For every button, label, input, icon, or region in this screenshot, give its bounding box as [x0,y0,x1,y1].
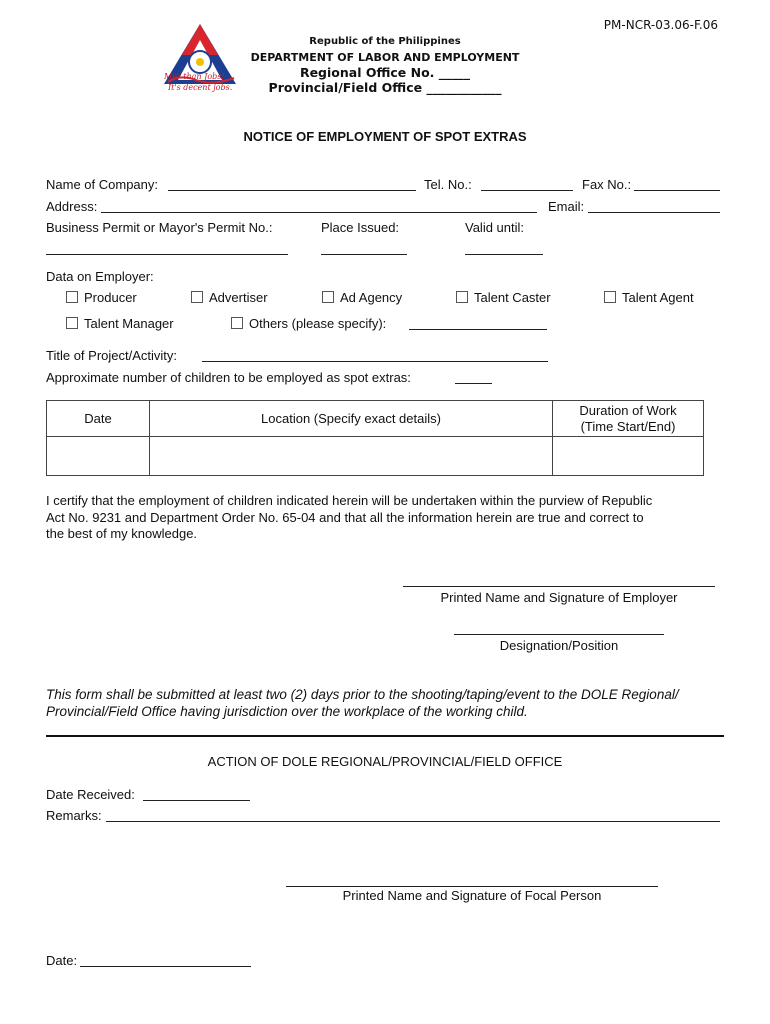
checkbox-talent-caster[interactable] [456,291,468,303]
address-label: Address: [46,199,98,214]
email-label: Email: [548,199,585,214]
option-talent-agent[interactable]: Talent Agent [604,290,694,305]
focal-signature-label: Printed Name and Signature of Focal Person [342,888,602,903]
place-issued-field[interactable] [321,254,407,255]
checkbox-producer[interactable] [66,291,78,303]
company-field[interactable] [168,190,416,191]
note-line-2: Provincial/Field Office having jurisdiction over the workplace of the working child. [46,704,528,719]
header-regional-office: Regional Office No. _____ [299,65,471,80]
note-line-1: This form shall be submitted at least two (2) days prior to the shooting/taping/event to the DOLE Regional/ [46,687,679,702]
employer-signature-line[interactable] [403,586,715,587]
option-ad-agency[interactable]: Ad Agency [322,290,402,305]
project-title-field[interactable] [202,361,548,362]
tel-field[interactable] [481,190,573,191]
logo-tagline-2: It's decent jobs. [168,83,233,92]
date-received-field[interactable] [143,800,250,801]
cell-duration[interactable] [553,437,704,476]
address-field[interactable] [101,212,537,213]
col-duration-header: Duration of Work (Time Start/End) [553,401,704,437]
header-provincial-office: Provincial/Field Office ____________ [268,80,502,95]
permit-label: Business Permit or Mayor's Permit No.: [46,220,273,235]
header-republic: Republic of the Philippines [309,36,461,47]
permit-field[interactable] [46,254,288,255]
children-count-field[interactable] [455,383,492,384]
certification-line-1: I certify that the employment of children indicated herein will be undertaken within the purview of Republic [46,493,653,508]
children-count-label: Approximate number of children to be employed as spot extras: [46,370,411,385]
certification-line-2: Act No. 9231 and Department Order No. 65-04 and that all the information herein are true and correct to [46,510,644,525]
cell-date[interactable] [47,437,150,476]
col-location-header: Location (Specify exact details) [150,401,553,437]
fax-field[interactable] [634,190,720,191]
place-issued-label: Place Issued: [321,220,400,235]
action-title: ACTION OF DOLE REGIONAL/PROVINCIAL/FIELD OFFICE [207,754,563,769]
company-label: Name of Company: [46,177,158,192]
option-advertiser[interactable]: Advertiser [191,290,268,305]
cell-location[interactable] [150,437,553,476]
option-talent-manager[interactable]: Talent Manager [66,316,174,331]
certification-line-3: the best of my knowledge. [46,526,198,541]
fax-label: Fax No.: [582,177,632,192]
table-row [47,437,704,476]
others-specify-field[interactable] [409,329,547,330]
remarks-field[interactable] [106,821,720,822]
employer-signature-label: Printed Name and Signature of Employer [440,590,678,605]
designation-label: Designation/Position [499,638,619,653]
option-producer[interactable]: Producer [66,290,137,305]
email-field[interactable] [588,212,720,213]
option-others[interactable]: Others (please specify): [231,316,386,331]
project-title-label: Title of Project/Activity: [46,348,177,363]
logo-tagline-1: Mer than Jobs! [164,72,225,81]
checkbox-talent-agent[interactable] [604,291,616,303]
employer-label: Data on Employer: [46,269,154,284]
valid-until-field[interactable] [465,254,543,255]
remarks-label: Remarks: [46,808,102,823]
form-title: NOTICE OF EMPLOYMENT OF SPOT EXTRAS [243,129,527,144]
checkbox-others[interactable] [231,317,243,329]
form-code: PM-NCR-03.06-F.06 [603,18,718,32]
option-talent-caster[interactable]: Talent Caster [456,290,551,305]
header-department: DEPARTMENT OF LABOR AND EMPLOYMENT [250,51,520,64]
section-divider [46,735,724,737]
table-header-row [47,401,704,437]
checkbox-talent-manager[interactable] [66,317,78,329]
date-received-label: Date Received: [46,787,135,802]
valid-until-label: Valid until: [465,220,525,235]
focal-signature-line[interactable] [286,886,658,887]
checkbox-ad-agency[interactable] [322,291,334,303]
col-date-header: Date [47,401,150,437]
date-field[interactable] [80,966,251,967]
schedule-table [46,400,704,476]
checkbox-advertiser[interactable] [191,291,203,303]
tel-label: Tel. No.: [424,177,472,192]
designation-line[interactable] [454,634,664,635]
date-label: Date: [46,953,78,968]
